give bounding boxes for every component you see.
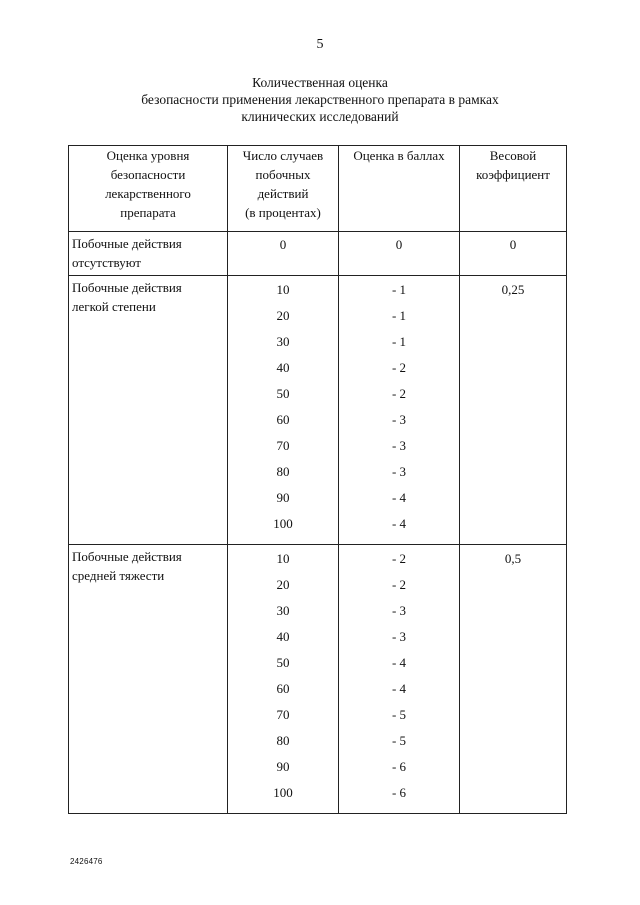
page-number: 5 [316, 37, 324, 52]
title-line: безопасности применения лекарственного препарата в рамках [141, 92, 499, 107]
title-line: Количественная оценка [252, 75, 388, 90]
table-row [69, 232, 567, 276]
header-score: Оценка в баллах [339, 146, 460, 232]
percent-cell: 10 20 30 40 50 60 70 80 90 100 [228, 545, 339, 814]
document-id: 2426476 [70, 857, 103, 866]
score-cell: 0 [339, 232, 460, 276]
percent-cell: 10 20 30 40 50 60 70 80 90 100 [228, 276, 339, 545]
title-line: клинических исследований [241, 109, 399, 124]
weight-cell: 0,25 [460, 276, 567, 545]
score-cell: - 1 - 1 - 1 - 2 - 2 - 3 - 3 - 3 - 4 - 4 [339, 276, 460, 545]
score-cell: - 2 - 2 - 3 - 3 - 4 - 4 - 5 - 5 - 6 - 6 [339, 545, 460, 814]
category-cell: Побочные действия средней тяжести [69, 545, 228, 814]
header-safety-level: Оценка уровня безопасности лекарственного препарата [69, 146, 228, 232]
weight-cell: 0 [460, 232, 567, 276]
category-cell: Побочные действия легкой степени [69, 276, 228, 545]
header-case-count: Число случаев побочных действий (в процентах) [228, 146, 339, 232]
table-row [69, 545, 567, 814]
safety-score-table [68, 145, 567, 814]
category-cell: Побочные действия отсутствуют [69, 232, 228, 276]
table-row [69, 276, 567, 545]
weight-cell: 0,5 [460, 545, 567, 814]
header-weight: Весовой коэффициент [460, 146, 567, 232]
document-title [60, 74, 580, 125]
table-header-row [69, 146, 567, 232]
percent-cell: 0 [228, 232, 339, 276]
